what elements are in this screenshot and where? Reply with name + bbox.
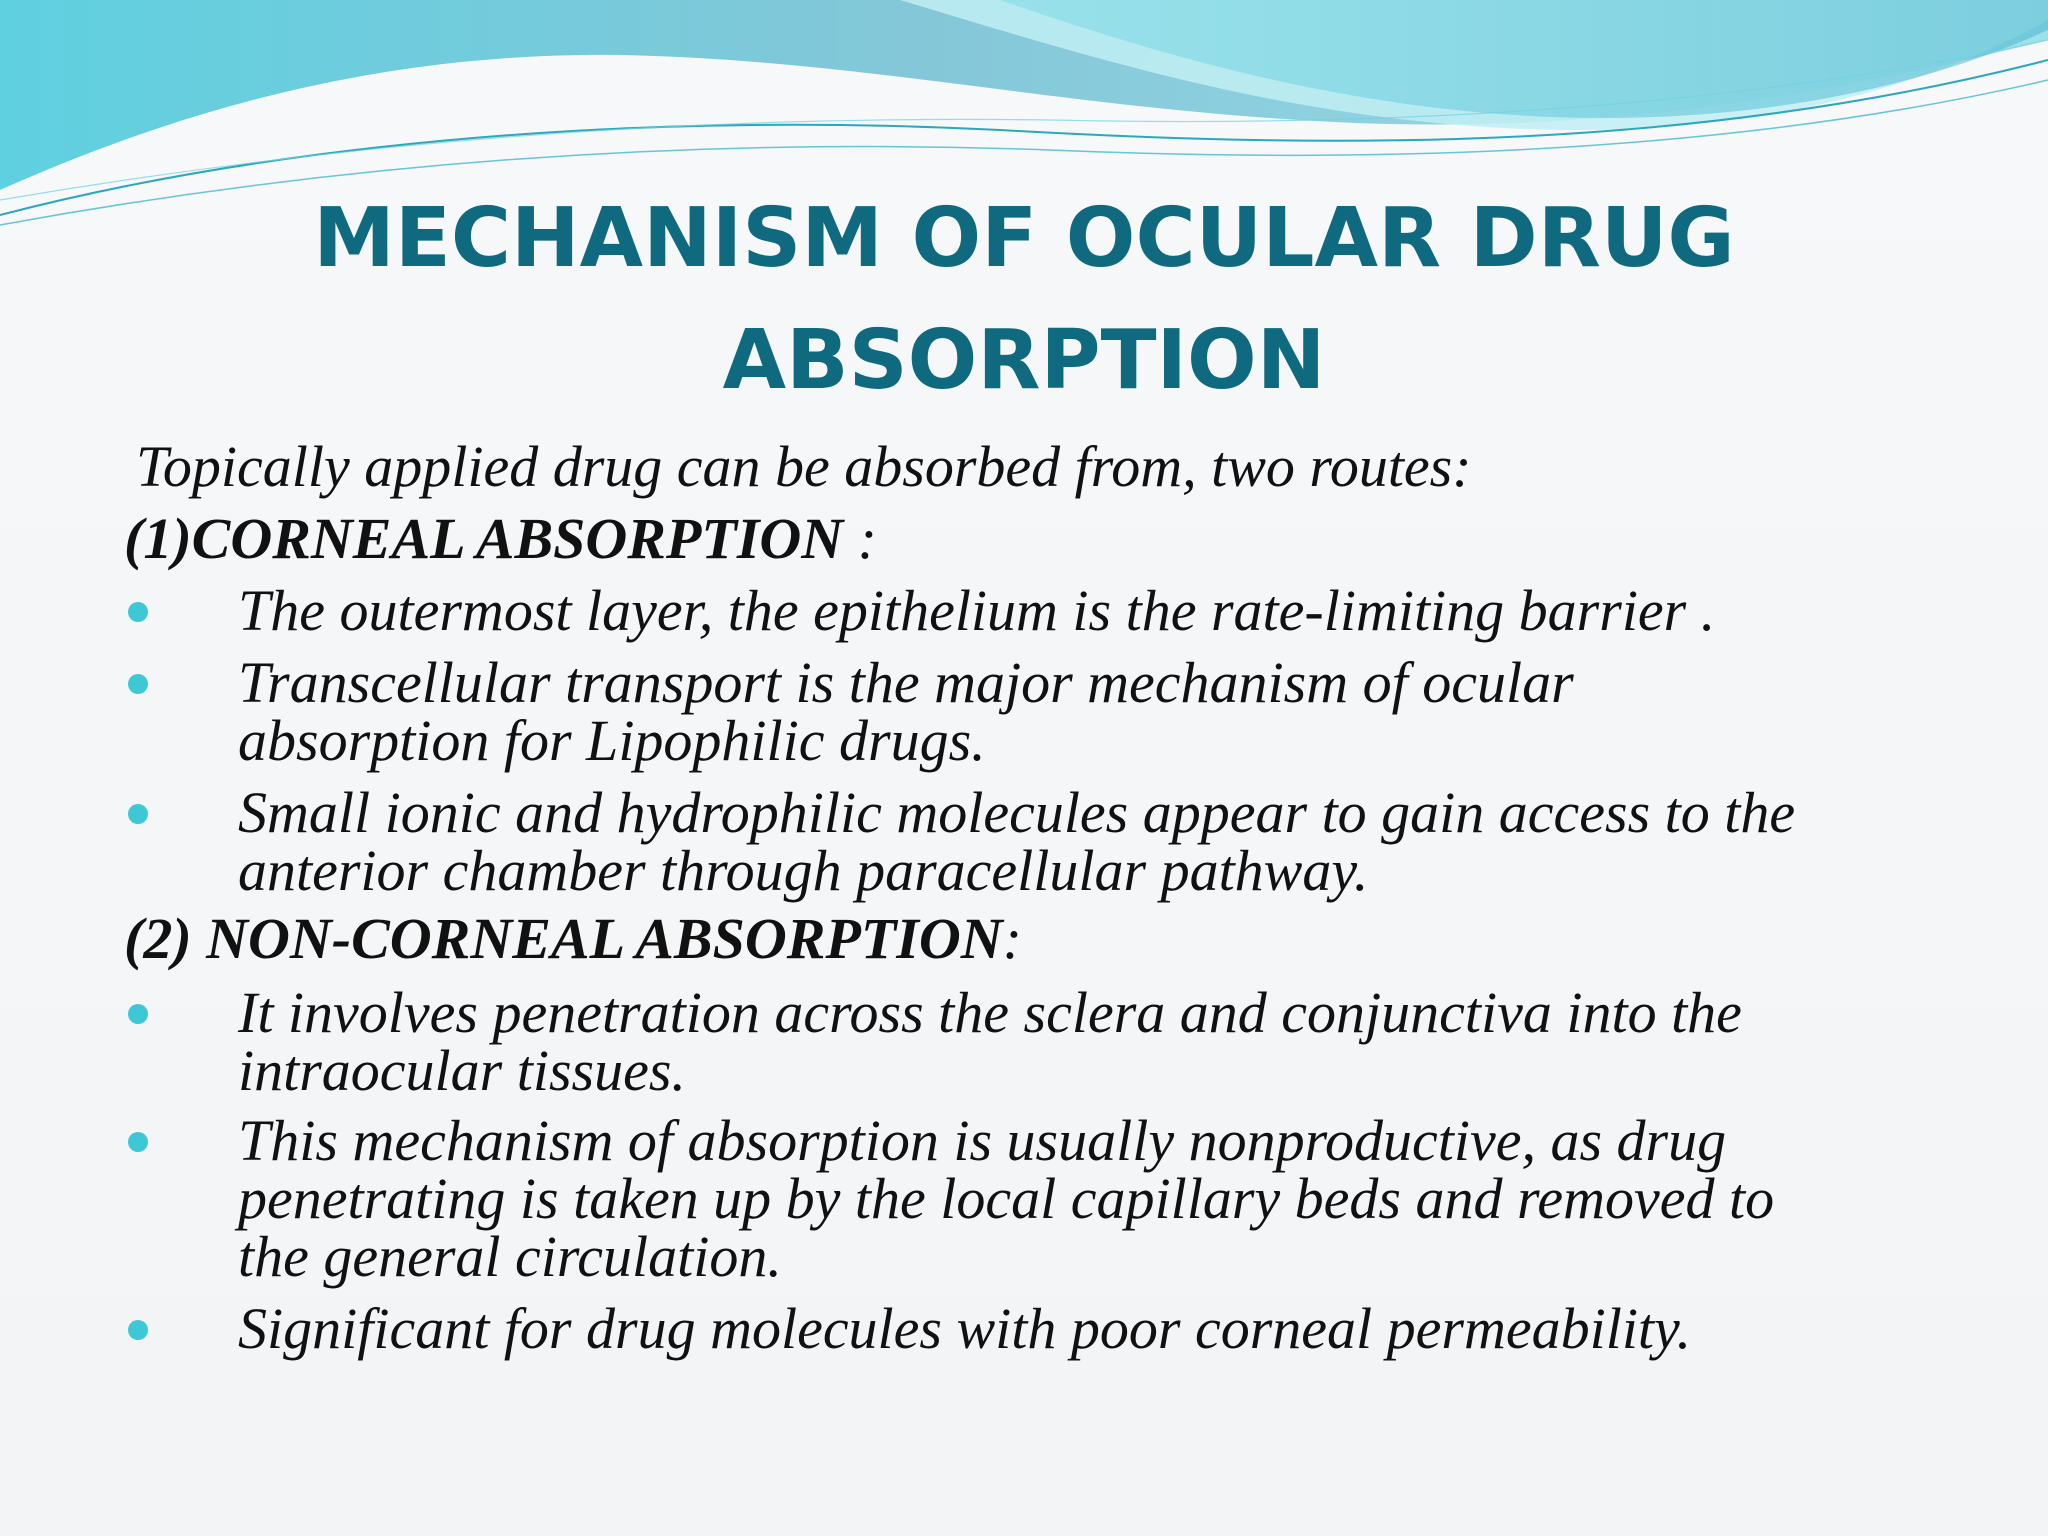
bullet-line: penetrating is taken up by the local capillary beds and removed to <box>238 1166 1775 1231</box>
section-heading-non-corneal-colon: : <box>1002 906 1022 971</box>
bullet-line: This mechanism of absorption is usually nonproductive, as drug <box>238 1108 1727 1173</box>
bullet-line: It involves penetration across the sclera and conjunctiva into the <box>238 980 1742 1045</box>
bullet-line: Small ionic and hydrophilic molecules appear to gain access to the <box>238 780 1796 845</box>
section-heading-non-corneal <box>124 906 1022 971</box>
bullet-line: the general circulation. <box>238 1224 782 1289</box>
bullet-line: absorption for Lipophilic drugs. <box>238 708 986 773</box>
bullet-icon <box>128 1004 148 1024</box>
bullet-text <box>238 1296 1692 1361</box>
bullet-line: anterior chamber through paracellular pathway. <box>238 838 1369 903</box>
slide-title-line-1: MECHANISM OF OCULAR DRUG <box>313 191 1735 286</box>
bullet-icon <box>128 804 148 824</box>
bullet-icon <box>128 674 148 694</box>
bullet-text <box>238 578 1716 643</box>
bullet-icon <box>128 602 148 622</box>
bullet-icon <box>128 1132 148 1152</box>
bullet-text <box>238 980 1742 1103</box>
section-heading-corneal <box>124 506 877 571</box>
bullet-text <box>238 780 1796 903</box>
bullet-text <box>238 650 1574 773</box>
bullet-line: Transcellular transport is the major mechanism of ocular <box>238 650 1574 715</box>
bullet-line: Significant for drug molecules with poor corneal permeability. <box>238 1296 1692 1361</box>
section-heading-corneal-colon: : <box>843 506 877 571</box>
section-heading-non-corneal-label: (2) NON-CORNEAL ABSORPTION <box>124 906 1003 971</box>
slide-title-line-2: ABSORPTION <box>722 313 1326 408</box>
bullet-line: intraocular tissues. <box>238 1038 686 1103</box>
bullet-text <box>238 1108 1775 1289</box>
bullet-line: The outermost layer, the epithelium is the rate-limiting barrier . <box>238 578 1716 643</box>
section-heading-corneal-label: (1)CORNEAL ABSORPTION <box>124 506 844 571</box>
intro-text: Topically applied drug can be absorbed from, two routes: <box>136 434 1472 499</box>
bullet-icon <box>128 1320 148 1340</box>
